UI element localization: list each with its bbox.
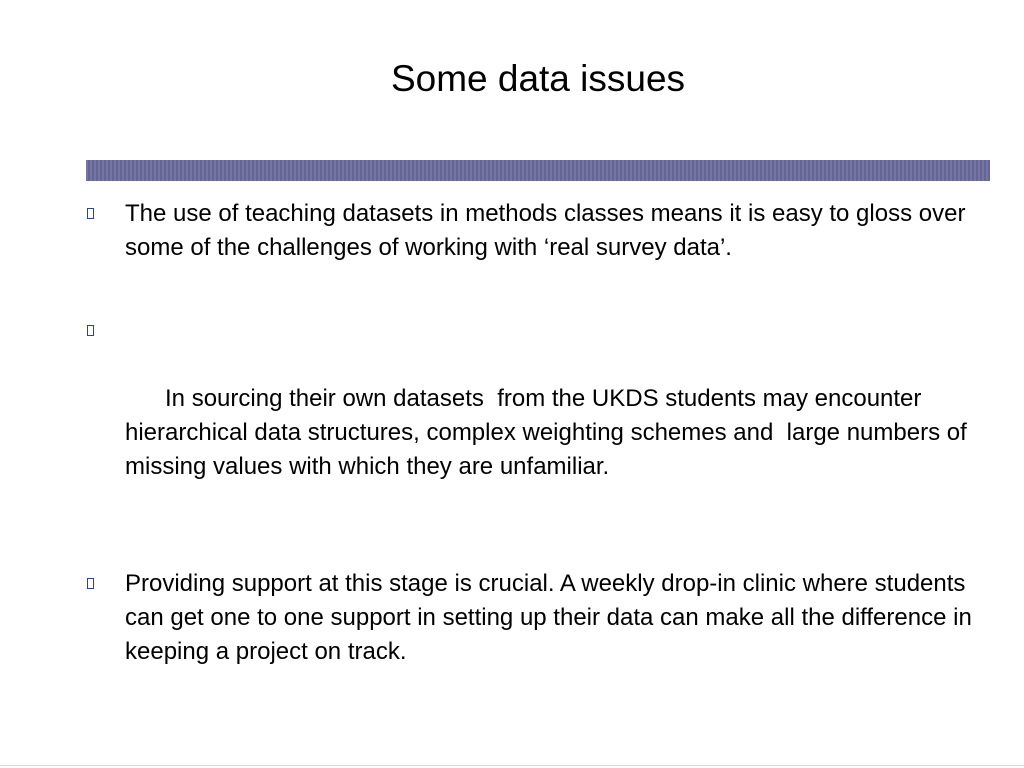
footer-divider — [0, 765, 1024, 766]
bullet-text: In sourcing their own datasets from the UKDS students may encounter hierarchical data structures, complex weighting schemes and large numbers of missing values with which they are unfamiliar. — [125, 385, 974, 480]
bullet-text: The use of teaching datasets in methods classes means it is easy to gloss over some of the challenges of working with ‘real survey data’. — [125, 200, 966, 261]
bullet-item — [86, 197, 986, 265]
square-bullet-icon — [87, 578, 94, 589]
square-bullet-icon — [87, 325, 94, 336]
bullet-item — [86, 314, 986, 518]
bullet-text: Providing support at this stage is crucial. A weekly drop-in clinic where students can get one to one support in setting up their data can make all the difference in keeping a project on track. — [125, 570, 972, 665]
slide-title: Some data issues — [390, 58, 686, 99]
bullet-list — [86, 197, 986, 718]
title-divider-bar — [86, 160, 990, 181]
bullet-item — [86, 567, 986, 669]
square-bullet-icon — [87, 208, 94, 219]
